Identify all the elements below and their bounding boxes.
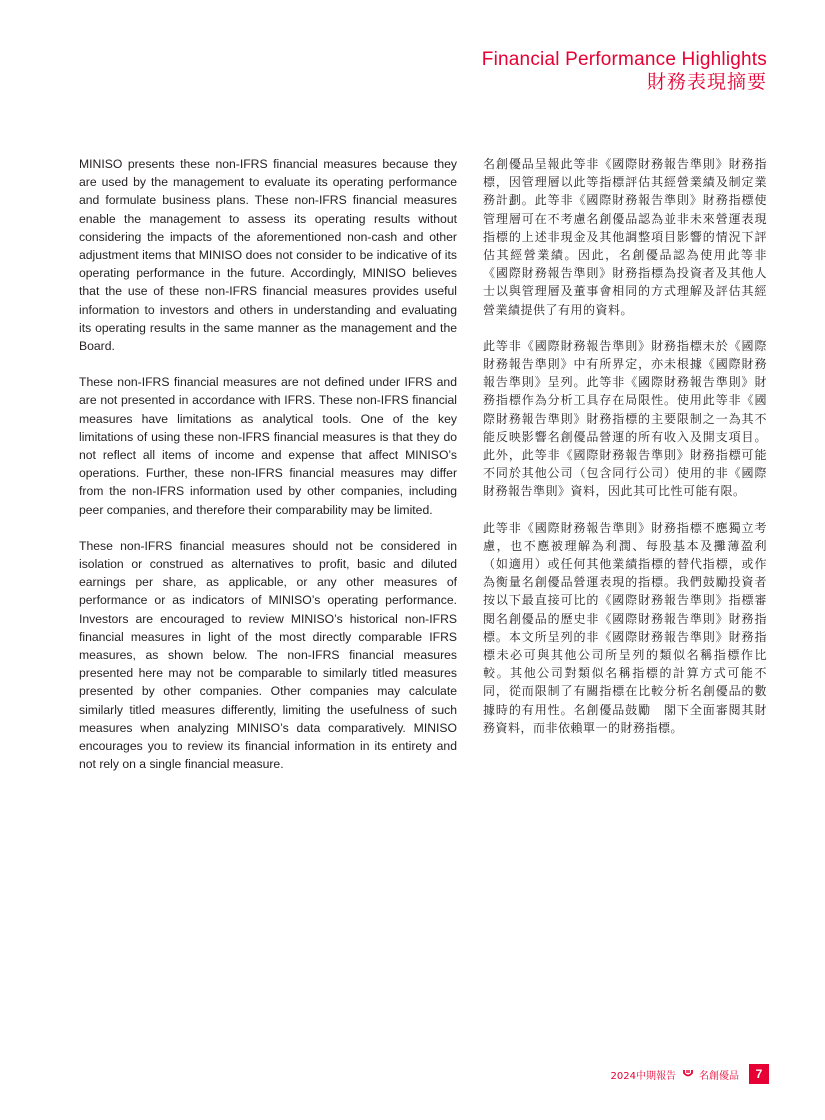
section-title-zh: 財務表現摘要	[646, 71, 767, 93]
english-paragraph: MINISO presents these non-IFRS financial measures because they are used by the management to evaluate its operating performance and formulate business plans. These non-IFRS financial measures enable the management to assess its operating results without considering the impacts of the aforementioned non-cash and other adjustment items that MINISO does not consider to be indicative of its operating performance in the future. Accordingly, MINISO believes that the use of these non-IFRS financial measures provides useful information to investors and others in understanding and evaluating its operating results in the same manner as the management and the Board.	[79, 157, 457, 354]
page-header	[482, 49, 767, 93]
english-paragraph: These non-IFRS financial measures are not defined under IFRS and are not presented in accordance with IFRS. These non-IFRS financial measures have limitations as analytical tools. One of the key limitations of using these non-IFRS financial measures is that they do not reflect all items of income and expense that affect MINISO’s operations. Further, these non-IFRS financial measures may differ from the non-IFRS information used by other companies, including peer companies, and therefore their comparability may be limited.	[79, 375, 457, 517]
chinese-paragraph: 名創優品呈報此等非《國際財務報告準則》財務指標，因管理層以此等指標評估其經營業績及制定業務計劃。此等非《國際財務報告準則》財務指標使管理層可在不考慮名創優品認為並非未來營運表現指標的上述非現金及其他調整項目影響的情況下評估其經營業績。因此，名創優品認為使用此等非《國際財務報告準則》財務指標為投資者及其他人士以與管理層及董事會相同的方式理解及評估其經營業績提供了有用的資料。	[483, 157, 767, 317]
chinese-paragraph: 此等非《國際財務報告準則》財務指標不應獨立考慮，也不應被理解為利潤、每股基本及攤薄盈利（如適用）或任何其他業績指標的替代指標，或作為衡量名創優品營運表現的指標。我們鼓勵投資者按以下最直接可比的《國際財務報告準則》指標審閱名創優品的歷史非《國際財務報告準則》財務指標。本文所呈列的非《國際財務報告準則》財務指標未必可與其他公司所呈列的類似名稱指標作比較。其他公司對類似名稱指標的計算方式可能不同，從而限制了有關指標在比較分析名創優品的數據時的有用性。名創優品鼓勵 閣下全面審閱其財務資料，而非依賴單一的財務指標。	[483, 520, 767, 735]
brand-name: 名創優品	[699, 1070, 739, 1082]
chinese-column	[483, 155, 767, 755]
chinese-paragraph: 此等非《國際財務報告準則》財務指標未於《國際財務報告準則》中有所界定，亦未根據《國際財務報告準則》呈列。此等非《國際財務報告準則》財務指標作為分析工具存在局限性。使用此等非《國際財務報告準則》財務指標的主要限制之一為其不能反映影響名創優品營運的所有收入及開支項目。此外，此等非《國際財務報告準則》財務指標可能不同於其他公司（包含同行公司）使用的非《國際財務報告準則》資料，因此其可比性可能有限。	[483, 338, 767, 499]
section-title-en: Financial Performance Highlights	[481, 49, 767, 70]
miniso-smile-icon	[682, 1067, 694, 1081]
page-footer	[611, 1064, 769, 1084]
english-paragraph: These non-IFRS financial measures should not be considered in isolation or construed as alternatives to profit, basic and diluted earnings per share, as applicable, or any other measures of performance or as indicators of MINISO’s operating performance. Investors are encouraged to review MINISO’s historical non-IFRS financial measures in light of the most directly comparable IFRS measures, as shown below. The non-IFRS financial measures presented here may not be comparable to similarly titled measures presented by other companies. Other companies may calculate similarly titled measures differently, limiting the usefulness of such measures when analyzing MINISO’s data comparatively. MINISO encourages you to review its financial information in its entirety and not rely on a single financial measure.	[79, 538, 457, 772]
page-number: 7	[749, 1064, 769, 1084]
report-name: 2024中期報告	[610, 1070, 676, 1082]
english-column	[79, 155, 457, 792]
